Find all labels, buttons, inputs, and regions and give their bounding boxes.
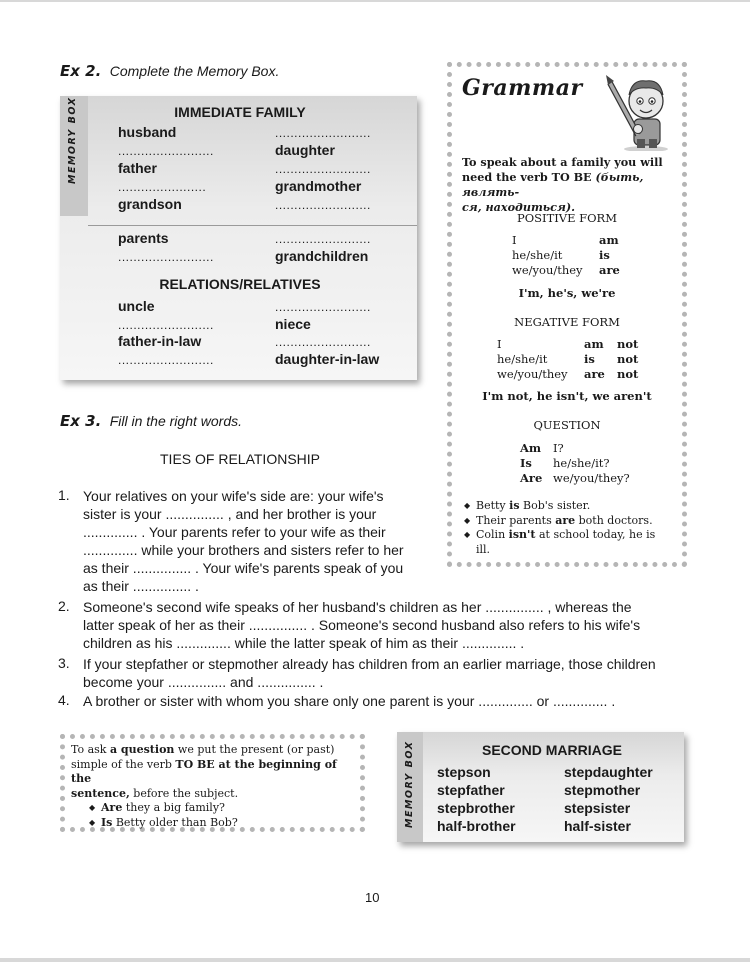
word-stepfather: stepfather xyxy=(437,782,505,798)
ex2-label: Ex 2. xyxy=(60,62,102,80)
note-text: before the subject. xyxy=(129,786,239,800)
note-example-text: they a big family? xyxy=(122,801,225,814)
ex2-heading xyxy=(60,62,279,81)
example-item xyxy=(464,513,681,529)
item-line: latter speak of her as their ............... . Someone's second husband also refers to his wife's xyxy=(83,617,641,633)
negative-short-forms: I'm not, he isn't, we aren't xyxy=(482,389,652,403)
item-line: .............. while your brothers and sisters refer to her xyxy=(83,542,404,558)
example-text: at school today, he is xyxy=(535,528,656,541)
positive-short-forms: I'm, he's, we're xyxy=(518,286,616,300)
ties-title: TIES OF RELATIONSHIP xyxy=(160,451,320,467)
item-line: A brother or sister with whom you share only one parent is your .............. or .............. . xyxy=(83,693,616,709)
item-number: 1. xyxy=(58,487,70,503)
note-example xyxy=(71,816,356,831)
grammar-intro-line: To speak about a family you will xyxy=(462,155,663,169)
note-line xyxy=(71,758,356,787)
positive-subject: I xyxy=(512,233,517,247)
grammar-box xyxy=(447,62,687,567)
note-text: To ask xyxy=(71,743,110,756)
word-parents: parents xyxy=(118,230,169,246)
note-example-verb: Is xyxy=(101,815,113,829)
positive-verb: am xyxy=(599,233,619,247)
question-subject: we/you/they? xyxy=(553,471,630,485)
note-bold: a question xyxy=(109,743,175,756)
question-subject: I? xyxy=(553,441,564,455)
positive-verb: are xyxy=(599,263,620,277)
word-grandson: grandson xyxy=(118,196,182,212)
positive-subject: he/she/it xyxy=(512,248,563,262)
question-verb: Am xyxy=(520,441,542,455)
note-text: we put the present (or past) xyxy=(174,743,335,756)
positive-form-title: POSITIVE FORM xyxy=(517,211,617,225)
example-item xyxy=(464,499,681,514)
negative-verb: am xyxy=(584,337,604,351)
example-text: Colin xyxy=(476,528,509,541)
note-line xyxy=(71,743,356,758)
question-title: QUESTION xyxy=(533,418,601,432)
example-text: both doctors. xyxy=(575,513,653,527)
ex3-instruction: Fill in the right words. xyxy=(109,413,243,429)
item-1-text xyxy=(83,487,423,595)
example-text: Betty xyxy=(476,499,510,512)
separator-line xyxy=(88,225,417,226)
blank: ......................... xyxy=(118,144,214,158)
bullet-icon: ◆ xyxy=(464,530,471,539)
item-number: 3. xyxy=(58,655,70,671)
intro-text: need the verb xyxy=(462,170,552,184)
example-continuation: ill. xyxy=(476,542,491,556)
negative-not: not xyxy=(617,367,639,381)
word-grandchildren: grandchildren xyxy=(275,248,369,264)
example-text: Bob's sister. xyxy=(519,499,591,512)
question-note-box xyxy=(60,734,365,832)
item-line: If your stepfather or stepmother already has children from an earlier marriage, those children xyxy=(83,656,656,672)
note-example-text: Betty older than Bob? xyxy=(112,815,238,829)
negative-verb: is xyxy=(584,352,595,366)
bottom-border xyxy=(0,958,750,962)
item-line: become your ............... and ............... . xyxy=(83,674,324,690)
negative-not: not xyxy=(617,337,639,351)
blank: ......................... xyxy=(275,335,371,349)
item-line: as their ............... . xyxy=(83,578,199,594)
example-verb: are xyxy=(555,513,576,527)
word-half-brother: half-brother xyxy=(437,818,516,834)
memory-box-second-marriage xyxy=(397,732,684,842)
item-4-text xyxy=(83,692,688,710)
note-example xyxy=(71,801,356,816)
item-line: children as his .............. while the latter speak of him as their .............. . xyxy=(83,635,525,651)
word-stepbrother: stepbrother xyxy=(437,800,515,816)
word-father: father xyxy=(118,160,157,176)
page-number: 10 xyxy=(365,890,380,905)
memory-box-vertical-label: MEMORY BOX xyxy=(67,96,78,184)
ex2-instruction: Complete the Memory Box. xyxy=(109,63,280,79)
example-verb: isn't xyxy=(508,528,536,541)
heading-relations: RELATIONS/RELATIVES xyxy=(159,276,321,292)
word-daughter: daughter xyxy=(275,142,335,158)
ex3-heading xyxy=(60,412,242,431)
grammar-intro-line xyxy=(462,170,677,200)
blank: ......................... xyxy=(118,250,214,264)
intro-translation: (быть, являть- xyxy=(462,170,644,199)
note-example-verb: Are xyxy=(101,801,123,814)
question-verb: Is xyxy=(520,456,532,470)
blank: ....................... xyxy=(118,180,207,194)
question-note-text xyxy=(71,743,356,830)
note-text: simple of the verb xyxy=(71,757,176,771)
word-stepsister: stepsister xyxy=(564,800,631,816)
heading-second-marriage: SECOND MARRIAGE xyxy=(481,742,622,758)
bullet-icon: ◆ xyxy=(89,817,96,827)
item-line: Someone's second wife speaks of her husband's children as her ............... , whereas the xyxy=(83,599,632,615)
word-stepmother: stepmother xyxy=(564,782,641,798)
positive-verb: is xyxy=(599,248,610,262)
item-line: Your relatives on your wife's side are: your wife's xyxy=(83,488,384,504)
blank: ......................... xyxy=(275,126,371,140)
question-subject: he/she/it? xyxy=(553,456,610,470)
grammar-intro xyxy=(462,155,677,215)
word-husband: husband xyxy=(118,124,177,140)
negative-form-title: NEGATIVE FORM xyxy=(514,315,620,329)
bullet-icon: ◆ xyxy=(464,501,471,510)
example-item xyxy=(464,528,681,543)
word-niece: niece xyxy=(275,316,311,332)
word-stepson: stepson xyxy=(437,764,491,780)
note-bold: sentence, xyxy=(71,786,130,800)
memory-box-family xyxy=(60,96,417,380)
ex3-label: Ex 3. xyxy=(60,412,102,430)
negative-not: not xyxy=(617,352,639,366)
item-line: as their ............... . Your wife's parents speak of you xyxy=(83,560,404,576)
item-line: sister is your ............... , and her brother is your xyxy=(83,506,377,522)
item-2-text xyxy=(83,598,688,652)
blank: ......................... xyxy=(275,162,371,176)
word-stepdaughter: stepdaughter xyxy=(564,764,653,780)
word-grandmother: grandmother xyxy=(275,178,362,194)
note-line xyxy=(71,787,356,802)
blank: ......................... xyxy=(275,232,371,246)
item-line: .............. . Your parents refer to your wife as their xyxy=(83,524,386,540)
negative-subject: I xyxy=(497,337,502,351)
grammar-examples xyxy=(464,499,681,557)
item-number: 2. xyxy=(58,598,70,614)
bullet-icon: ◆ xyxy=(89,803,96,812)
note-bold: TO BE at the beginning of the xyxy=(71,757,337,785)
negative-subject: he/she/it xyxy=(497,352,548,366)
blank: ......................... xyxy=(275,198,371,212)
item-number: 4. xyxy=(58,692,70,708)
word-daughter-in-law: daughter-in-law xyxy=(275,351,380,367)
blank: ......................... xyxy=(118,318,214,332)
memory-box-vertical-label: MEMORY BOX xyxy=(404,740,415,828)
example-text: Their parents xyxy=(476,513,556,527)
negative-verb: are xyxy=(584,367,605,381)
word-father-in-law: father-in-law xyxy=(118,333,202,349)
positive-subject: we/you/they xyxy=(512,263,583,277)
blank: ......................... xyxy=(275,300,371,314)
example-verb: is xyxy=(509,499,520,512)
question-verb: Are xyxy=(520,471,543,485)
word-half-sister: half-sister xyxy=(564,818,631,834)
item-3-text xyxy=(83,655,688,691)
heading-immediate-family: IMMEDIATE FAMILY xyxy=(174,104,306,120)
intro-verb: TO BE xyxy=(551,170,592,184)
bullet-icon: ◆ xyxy=(464,515,471,525)
grammar-intro-line: ся, находиться). xyxy=(462,200,576,214)
blank: ......................... xyxy=(118,353,214,367)
grammar-title: Grammar xyxy=(462,75,583,101)
negative-subject: we/you/they xyxy=(497,367,568,381)
top-border xyxy=(0,0,750,2)
boy-with-pencil-icon xyxy=(602,69,682,151)
word-uncle: uncle xyxy=(118,298,155,314)
